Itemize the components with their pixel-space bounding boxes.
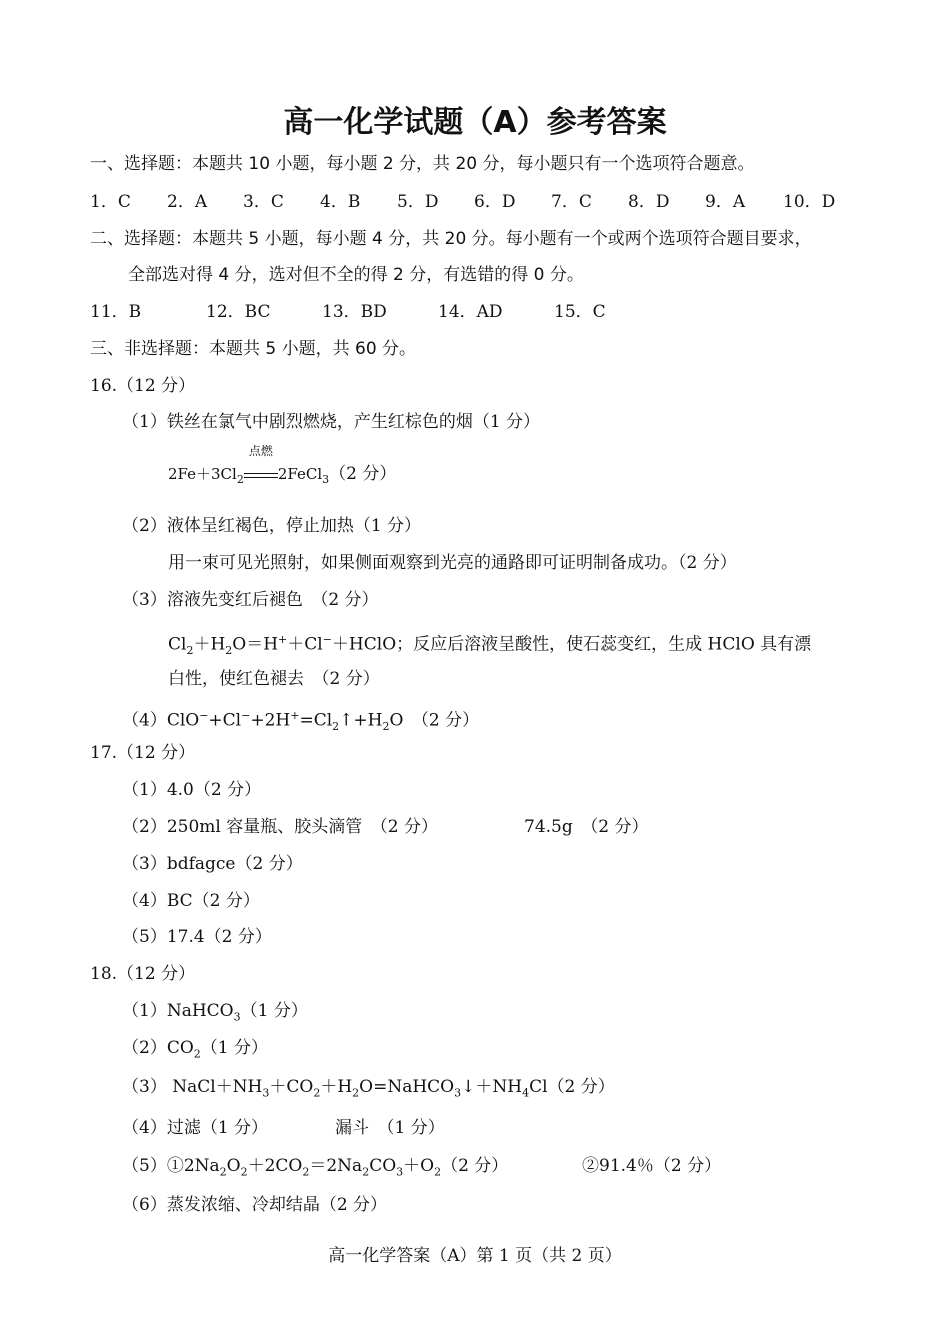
answer-5: 5．D — [397, 192, 439, 212]
q18-part1: （1）NaHCO$_3$（1 分） — [122, 1001, 308, 1024]
answer-7: 7．C — [551, 192, 592, 212]
answer-11: 11．B — [90, 302, 142, 322]
q18-part5: $(5)①2Na_2O_2+2CO_2=2Na_2CO_3+O_2(2$ 分） — [122, 1156, 509, 1179]
q18-part3: （3） $NaCl+NH_3+CO_2+H_2O=NaHCO_3↓+NH_4Cl(2$ 分） — [122, 1077, 615, 1100]
answer-12: 12．BC — [206, 302, 271, 322]
answer-8: 8．D — [628, 192, 670, 212]
page-title: 高一化学试题（A）参考答案 — [283, 105, 667, 140]
q18-part4: （4）过滤（1 分） — [122, 1118, 269, 1138]
q16-equation-1: $2Fe+3Cl_2$ 点燃 2FeCl$_3$（2 分） — [168, 444, 397, 486]
q18-heading: 18.（12 分） — [90, 964, 196, 984]
q17-part2: （2）250ml 容量瓶、胶头滴管 （2 分） — [122, 817, 438, 837]
answer-14: 14．AD — [438, 302, 503, 322]
q16-heading: 16.（12 分） — [90, 376, 196, 396]
q17-part4: （4）BC（2 分） — [122, 891, 260, 911]
q17-heading: 17.（12 分） — [90, 743, 196, 763]
q16-part3: （3）溶液先变红后褪色 （2 分） — [122, 590, 379, 610]
q17-part1: （1）4.0（2 分） — [122, 780, 262, 800]
answer-6: 6．D — [474, 192, 516, 212]
answer-13: 13．BD — [322, 302, 387, 322]
answer-3: 3．C — [243, 192, 284, 212]
q17-part2-mass: 74.5g （2 分） — [524, 817, 649, 837]
q17-part5: （5）17.4（2 分） — [122, 927, 272, 947]
answer-4: 4．B — [320, 192, 361, 212]
section-3-heading: 三、非选择题：本题共 5 小题，共 60 分。 — [90, 339, 417, 359]
section-2-heading: 二、选择题：本题共 5 小题，每小题 4 分，共 20 分。每小题有一个或两个选项符合题目要求， — [90, 229, 812, 249]
page-footer: 高一化学答案（A）第 1 页（共 2 页） — [328, 1246, 622, 1266]
q18-part4-funnel: 漏斗 （1 分） — [335, 1118, 445, 1138]
q16-part1: （1）铁丝在氯气中剧烈燃烧，产生红棕色的烟（1 分） — [122, 412, 541, 432]
q16-part3-cont: 白性，使红色褪去 （2 分） — [168, 669, 380, 689]
answer-10: 10．D — [783, 192, 836, 212]
answer-1: 1．C — [90, 192, 131, 212]
q16-part2: （2）液体呈红褐色，停止加热（1 分） — [122, 516, 422, 536]
answer-15: 15．C — [554, 302, 606, 322]
section-2-heading-cont: 全部选对得 4 分，选对但不全的得 2 分，有选错的得 0 分。 — [128, 265, 584, 285]
reaction-condition: 点燃 — [244, 462, 278, 486]
q16-equation-2: $Cl_2+H_2O=H^++Cl^-+HClO$；反应后溶液呈酸性，使石蕊变红，生成 HClO 具有漂 — [168, 633, 812, 658]
q18-part2: $(2)CO_2(1$ 分） — [122, 1038, 268, 1061]
answer-2: 2．A — [167, 192, 208, 212]
answer-9: 9．A — [705, 192, 746, 212]
section-1-heading: 一、选择题：本题共 10 小题，每小题 2 分，共 20 分，每小题只有一个选项符合题意。 — [90, 154, 755, 174]
q18-part5-percent: ②91.4％（2 分） — [582, 1156, 722, 1176]
q16-part4: $(4)ClO^-+Cl^-+2H^+=Cl_2↑+H_2O$ （2 分） — [122, 709, 480, 734]
q17-part3: （3）bdfagce（2 分） — [122, 854, 303, 874]
q16-part2-cont: 用一束可见光照射，如果侧面观察到光亮的通路即可证明制备成功。（2 分） — [168, 553, 737, 573]
q18-part6: （6）蒸发浓缩、冷却结晶（2 分） — [122, 1195, 388, 1215]
